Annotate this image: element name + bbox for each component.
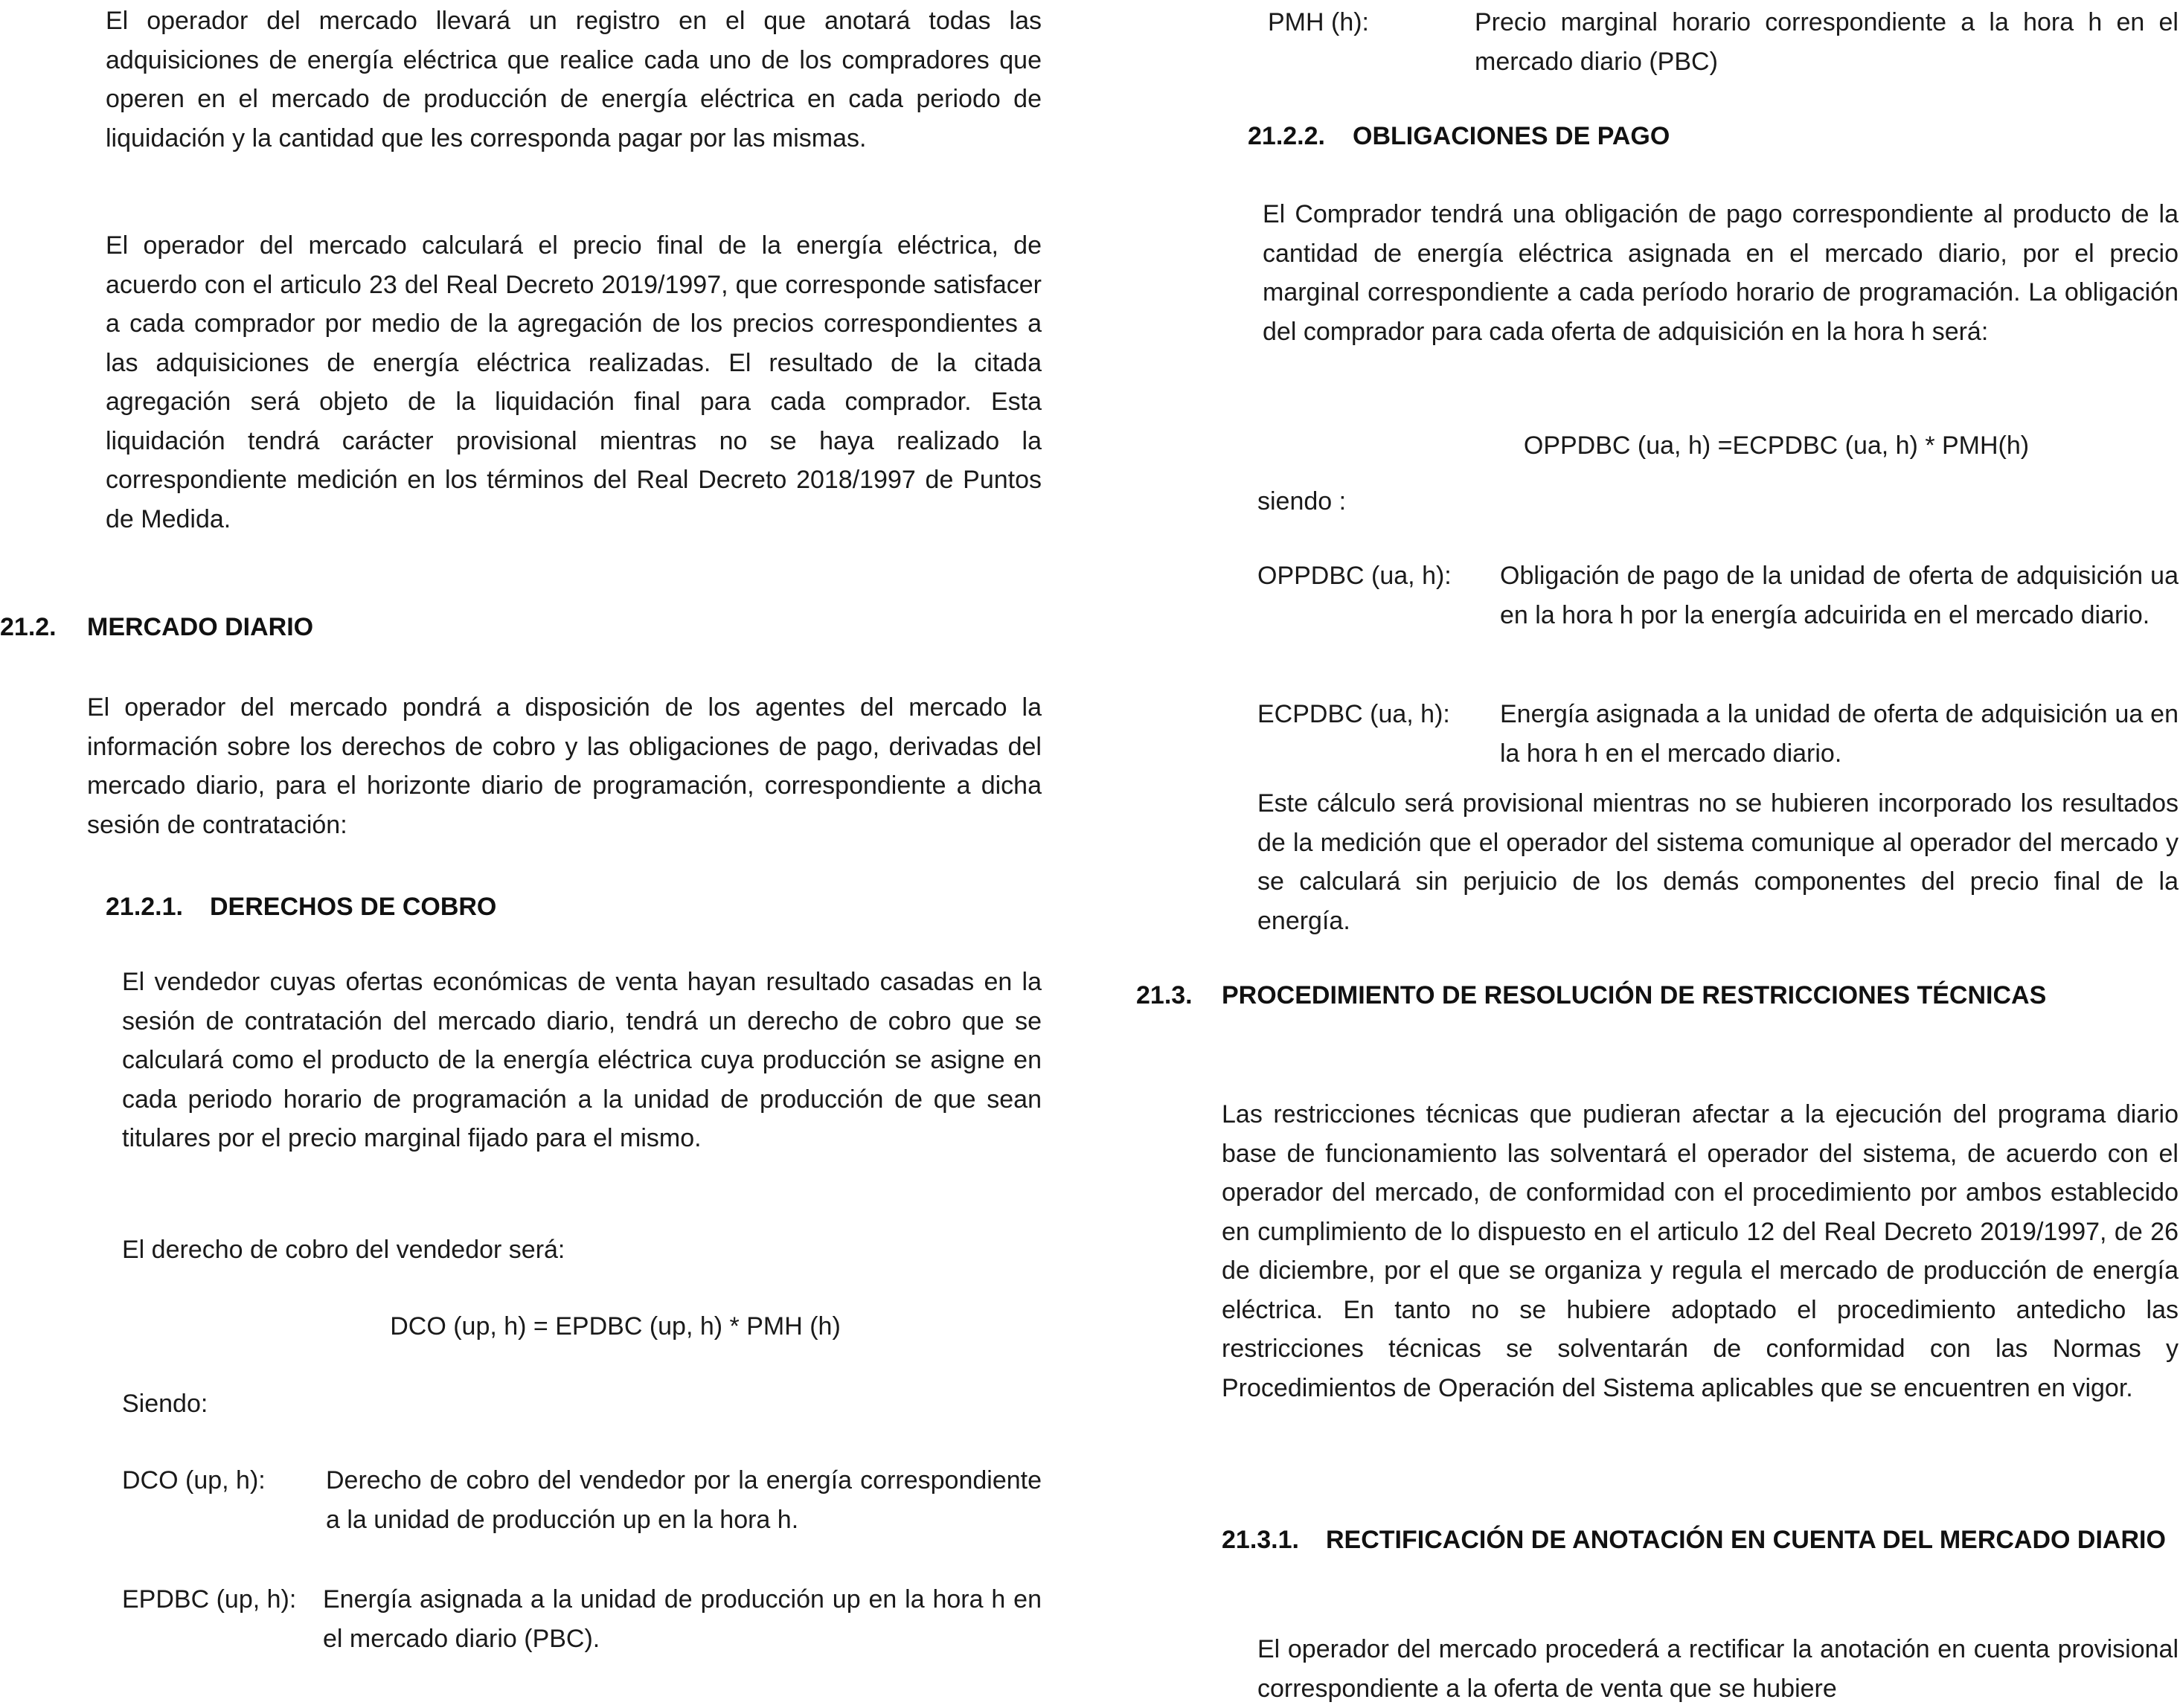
paragraph-derecho-cobro-intro: El derecho de cobro del vendedor será: — [122, 1236, 565, 1264]
section-title-mercado-diario: MERCADO DIARIO — [87, 613, 314, 641]
paragraph-informacion-agentes: El operador del mercado pondrá a disposición de los agentes del mercado la información sobre los derechos de cobro y las obligaciones de pago, derivadas del mercado diario, para el horizonte diario de programación, correspondiente a dicha sesión de contratación: — [87, 693, 1042, 839]
paragraph-precio-final: El operador del mercado calculará el precio final de la energía eléctrica, de acuerdo con el articulo 23 del Real Decreto 2019/1997, que corresponde satisfacer a cada comprador por medio de la agregación de los precios correspondientes a las adquisiciones de energía eléctrica realizadas. El resultado de la citada agregación será objeto de la liquidación final para cada comprador. Esta liquidación tendrá carácter provisional mientras no se haya realizado la correspondiente medición en los términos del Real Decreto 2018/1997 de Puntos de Medida. — [106, 231, 1042, 533]
paragraph-comprador: El Comprador tendrá una obligación de pago correspondiente al producto de la cantidad de energía eléctrica asignada en el mercado diario, por el precio marginal correspondiente a cada período horario de programación. La obligación del comprador para cada oferta de adquisición en la hora h será: — [1263, 200, 2179, 346]
formula-dco: DCO (up, h) = EPDBC (up, h) * PMH (h) — [390, 1312, 841, 1341]
definition-label-dco: DCO (up, h): — [122, 1466, 266, 1494]
definition-text-ecpdbc: Energía asignada a la unidad de oferta de adquisición ua en la hora h en el mercado diario. — [1500, 700, 2179, 768]
siendo-label-right: siendo : — [1257, 487, 1347, 516]
paragraph-vendedor: El vendedor cuyas ofertas económicas de venta hayan resultado casadas en la sesión de contratación del mercado diario, tendrá un derecho de cobro que se calculará como el producto de la energía eléctrica cuya producción se asigne en cada periodo horario de programación a la unidad de producción de que sean titulares por el precio marginal fijado para el mismo. — [122, 968, 1042, 1152]
definition-text-oppdbc: Obligación de pago de la unidad de oferta de adquisición ua en la hora h por la energía adcuirida en el mercado diario. — [1500, 562, 2179, 629]
section-number-21-3-1: 21.3.1. — [1222, 1526, 1299, 1554]
definition-label-oppdbc: OPPDBC (ua, h): — [1257, 562, 1452, 590]
paragraph-restricciones-tecnicas: Las restricciones técnicas que pudieran afectar a la ejecución del programa diario base de funcionamiento las solventará el operador del sistema, de acuerdo con el operador del mercado, de conformidad con el procedimiento por ambos establecido en cumplimiento de lo dispuesto en el articulo 12 del Real Decreto 2019/1997, de 26 de diciembre, por el que se organiza y regula el mercado de producción de energía eléctrica. En tanto no se hubiere adoptado el procedimiento antedicho las restricciones técnicas se solventarán de conformidad con las Normas y Procedimientos de Operación del Sistema aplicables que se encuentren en vigor. — [1222, 1100, 2179, 1402]
paragraph-rectificar: El operador del mercado procederá a rectificar la anotación en cuenta provisional correspondiente a la oferta de venta que se hubiere — [1257, 1635, 2179, 1703]
section-title-derechos-cobro: DERECHOS DE COBRO — [210, 893, 497, 921]
paragraph-registro: El operador del mercado llevará un registro en el que anotará todas las adquisiciones de energía eléctrica que realice cada uno de los compradores que operen en el mercado de producción de energía eléctrica en cada periodo de liquidación y la cantidad que les corresponda pagar por las mismas. — [106, 7, 1042, 152]
definition-text-epdbc: Energía asignada a la unidad de producción up en la hora h en el mercado diario (PBC). — [323, 1585, 1042, 1653]
definition-text-dco: Derecho de cobro del vendedor por la energía correspondiente a la unidad de producción up en la hora h. — [326, 1466, 1042, 1534]
definition-label-epdbc: EPDBC (up, h): — [122, 1585, 297, 1614]
section-title-rectificacion: RECTIFICACIÓN DE ANOTACIÓN EN CUENTA DEL MERCADO DIARIO — [1326, 1526, 2166, 1554]
section-number-21-3: 21.3. — [1136, 981, 1193, 1009]
definition-label-pmh: PMH (h): — [1268, 8, 1369, 36]
section-title-restricciones: PROCEDIMIENTO DE RESOLUCIÓN DE RESTRICCIONES TÉCNICAS — [1222, 981, 2047, 1009]
section-number-21-2-1: 21.2.1. — [106, 893, 183, 921]
paragraph-calculo-provisional: Este cálculo será provisional mientras no se hubieren incorporado los resultados de la medición que el operador del sistema comunique al operador del mercado y se calculará sin perjuicio de los demás componentes del precio final de la energía. — [1257, 789, 2179, 935]
definition-text-pmh: Precio marginal horario correspondiente a la hora h en el mercado diario (PBC) — [1475, 8, 2179, 76]
definition-label-ecpdbc: ECPDBC (ua, h): — [1257, 700, 1450, 728]
section-number-21-2: 21.2. — [0, 613, 57, 641]
section-title-obligaciones-pago: OBLIGACIONES DE PAGO — [1353, 122, 1670, 150]
section-number-21-2-2: 21.2.2. — [1248, 122, 1325, 150]
siendo-label: Siendo: — [122, 1390, 208, 1418]
formula-oppdbc: OPPDBC (ua, h) =ECPDBC (ua, h) * PMH(h) — [1523, 431, 2030, 460]
